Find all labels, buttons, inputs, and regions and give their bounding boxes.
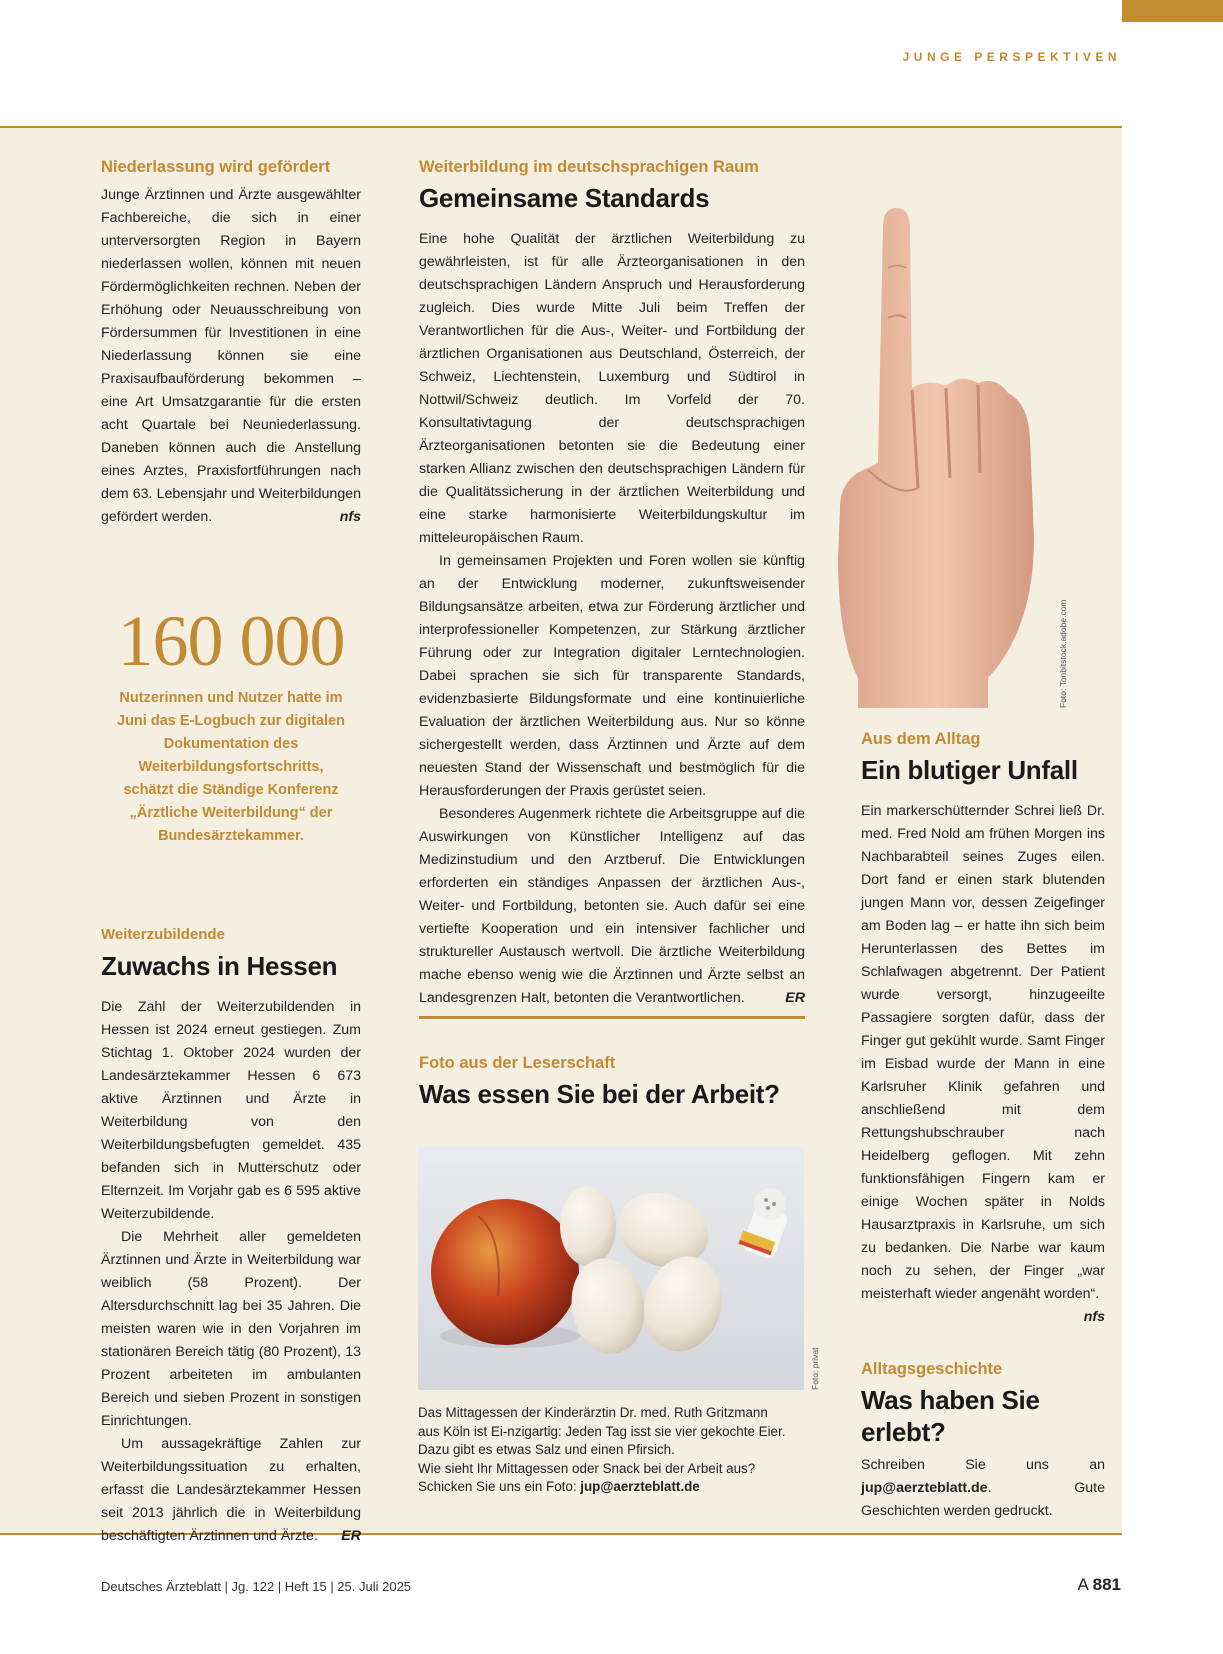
finger-photo <box>838 208 1078 708</box>
article-headline: Was essen Sie bei der Arbeit? <box>419 1079 780 1109</box>
article-paragraph: Die Mehrheit aller gemeldeten Ärztinnen und Ärzte in Weiterbildung war weiblich (58 Prozent). Der Altersdurchschnitt lag bei 35 Jahren. Die meisten waren wie in den Vorjahren im stationären Bereich tätig (80 Prozent), 13 Prozent arbeiteten im ambulanten Bereich und sieben Prozent in sonstigen Einrichtungen. <box>101 1229 361 1429</box>
eggs-peach-illustration <box>418 1146 804 1390</box>
article-paragraph: In gemeinsamen Projekten und Foren wollen sie künftig an der Entwicklung moderner, zukunftsweisender Bildungsansätze arbeiten, etwa zur Förderung ärztlicher und interprofessioneller Kompetenzen, zur Stärkung ärztlicher Führung oder zur Integration digitaler Lerntechnologien. Dabei sprachen sie sich für transparente Standards, evidenzbasierte Bildungsformate und eine kontinuierliche Evaluation der ärztlichen Weiterbildung aus. Nur so könne sichergestellt werden, dass Ärztinnen und Ärzte auf dem neuesten Stand der Wissenschaft und bestmöglich für die Herausforderungen der Praxis gerüstet seien. <box>419 553 805 799</box>
contact-email-link[interactable]: jup@aerzteblatt.de <box>861 1480 988 1496</box>
article-headline: Ein blutiger Unfall <box>861 755 1078 785</box>
author-signature: nfs <box>339 509 361 525</box>
article-hessen <box>101 924 361 1548</box>
article-paragraph: Eine hohe Qualität der ärztlichen Weiterbildung zu gewährleisten, ist für alle Ärzteorganisationen in den deutschsprachigen Ländern Anspruch und Herausforderung zugleich. Dies wurde Mitte Juli beim Treffen der Verantwortlichen für die Aus-, Weiter- und Fortbildung der ärztlichen Organisationen aus Deutschland, Österreich, der Schweiz, Liechtenstein, Luxemburg und Südtirol in Nottwil/Schweiz deutlich. Im Vorfeld der 70. Konsultativtagung der deutschsprachigen Ärzteorganisationen betonten sie die Bedeutung einer starken Allianz zwischen den deutschsprachigen Ländern für die Qualitätssicherung in der ärztlichen Weiterbildung und eine starke harmonisierte Weiterbildungskultur im mitteleuropäischen Raum. <box>419 231 805 546</box>
article-headline: Gemeinsame Standards <box>419 183 710 213</box>
article-body <box>101 184 361 529</box>
article-text: Schreiben Sie uns an <box>861 1457 1105 1473</box>
article-unfall <box>861 728 1105 1329</box>
stat-description: Nutzerinnen und Nutzer hatte im Juni das E-Logbuch zur digitalen Dokumentation des Weiterbildungsfortschritts, schätzt die Ständige Konferenz „Ärztliche Weiterbildung“ der Bundesärztekammer. <box>117 690 345 844</box>
author-signature: ER <box>341 1528 361 1544</box>
page-number <box>1077 1575 1121 1595</box>
section-label: JUNGE PERSPEKTIVEN <box>902 50 1121 64</box>
caption-line: Wie sieht Ihr Mittagessen oder Snack bei der Arbeit aus? <box>418 1460 756 1476</box>
article-standards <box>419 156 805 1010</box>
article-headline: Was haben Sie erlebt? <box>861 1385 1040 1447</box>
publication-info: Deutsches Ärzteblatt | Jg. 122 | Heft 15 | 25. Juli 2025 <box>101 1579 412 1594</box>
article-paragraph: Die Zahl der Weiterzubildenden in Hessen ist 2024 erneut gestiegen. Zum Stichtag 1. Oktober 2024 wurden der Landesärztekammer Hessen 6 673 aktive Ärztinnen und Ärzte in Weiterbildung von den Weiterbildungsbefugten gemeldet. 435 befanden sich in Mutterschutz oder Elternzeit. Im Vorjahr gab es 6 595 aktive Weiterzubildende. <box>101 999 361 1222</box>
author-signature: nfs <box>1083 1309 1105 1325</box>
page-number-value: 881 <box>1092 1575 1121 1594</box>
stat-box <box>101 603 361 848</box>
photo-credit: Foto: privat <box>810 1347 820 1390</box>
article-headline: Zuwachs in Hessen <box>101 951 338 981</box>
article-alltag <box>861 1358 1105 1523</box>
caption-line <box>418 1478 804 1497</box>
section-divider <box>419 1016 805 1019</box>
article-body <box>861 800 1105 1325</box>
article-kicker: Weiterzubildende <box>101 926 225 943</box>
article-kicker: Niederlassung wird gefördert <box>101 158 331 176</box>
article-kicker: Weiterbildung im deutschsprachigen Raum <box>419 158 759 176</box>
caption-line: aus Köln ist Ei-nzigartig: Jeden Tag isst sie vier gekochte Eier. <box>418 1423 786 1439</box>
stat-number: 160 000 <box>117 601 345 681</box>
article-text: Um aussagekräftige Zahlen zur Weiterbildungssituation zu erhalten, erfasst die Landesärztekammer Hessen seit 2013 jährlich die in Weiterbildung beschäftigten Ärztinnen und Ärzte. <box>101 1436 361 1544</box>
author-signature: ER <box>785 990 805 1006</box>
article-kicker: Foto aus der Leserschaft <box>419 1054 616 1072</box>
article-text: . Gute Geschichten werden gedruckt. <box>861 1480 1105 1519</box>
article-text: Junge Ärztinnen und Ärzte ausgewählter Fachbereiche, die sich in einer unterversorgten Region in Bayern niederlassen wollen, können mit neuen Fördermöglichkeiten rechnen. Neben der Erhöhung oder Neuausschreibung von Fördersummen für Investitionen in eine Niederlassung können sie eine Praxisaufbauförderung bekommen – eine Art Umsatzgarantie für die ersten acht Quartale bei Neuniederlassung. Daneben können auch die Anstellung eines Arztes, Praxisfortführungen nach dem 63. Lebensjahr und Weiterbildungen gefördert werden. <box>101 187 361 525</box>
caption-line: Dazu gibt es etwas Salz und einen Pfirsich. <box>418 1442 675 1457</box>
article-kicker: Aus dem Alltag <box>861 730 981 748</box>
page-prefix: A <box>1077 1575 1088 1594</box>
contact-email-link[interactable]: jup@aerzteblatt.de <box>580 1479 700 1494</box>
caption-text: Schicken Sie uns ein Foto: <box>418 1479 581 1494</box>
article-paragraph <box>419 803 805 1010</box>
corner-tab <box>1122 0 1223 22</box>
article-text: Besonderes Augenmerk richtete die Arbeitsgruppe auf die Auswirkungen von Künstlicher Intelligenz auf das Medizinstudium und den Arztberuf. Die Entwicklungen erforderten ein ständiges Anpassen der ärztlichen Aus-, Weiter- und Fortbildung, betonten sie. Auch dafür sei eine vertiefte Kooperation und ein intensiver fachlicher und struktureller Austausch wertvoll. Die ärztliche Weiterbildung mache ebenso wenig wie die Ärztinnen und Ärzte selbst an Landesgrenzen Halt, betonten die Verantwortlichen. <box>419 806 805 1006</box>
article-kicker: Alltagsgeschichte <box>861 1360 1003 1378</box>
eggs-peach-photo <box>418 1146 804 1390</box>
caption-line: Das Mittagessen der Kinderärztin Dr. med. Ruth Gritzmann <box>418 1405 768 1420</box>
article-niederlassung <box>101 156 361 529</box>
article-text: Ein markerschütternder Schrei ließ Dr. med. Fred Nold am frühen Morgen ins Nachbarabteil seines Zuges eilen. Dort fand er einen stark blutenden jungen Mann vor, dessen Zeigefinger am Boden lag – er hatte ihn sich beim Herunterlassen des Bettes im Schlafwagen abgetrennt. Der Patient wurde versorgt, hinzugeeilte Passagiere sorgten dafür, dass der Finger gut gekühlt wurde. Samt Finger im Eisbad wurde der Mann in eine Karlsruher Klinik gefahren und anschließend mit dem Rettungshubschrauber nach Heidelberg geflogen. Mit zehn funktionsfähigen Fingern kam er einige Wochen später in Nolds Hausarztpraxis in Karlsruhe, um sich zu bedanken. Die Narbe war kaum noch zu sehen, der Finger „war meisterhaft wieder angenäht worden“. <box>861 803 1105 1302</box>
article-paragraph <box>101 1433 361 1548</box>
article-body <box>861 1454 1105 1523</box>
raised-finger-illustration <box>838 208 1078 708</box>
article-foto <box>419 1052 805 1124</box>
photo-caption <box>418 1404 804 1497</box>
photo-credit: Foto: Tonbitstock.adobe.com <box>1058 599 1068 708</box>
